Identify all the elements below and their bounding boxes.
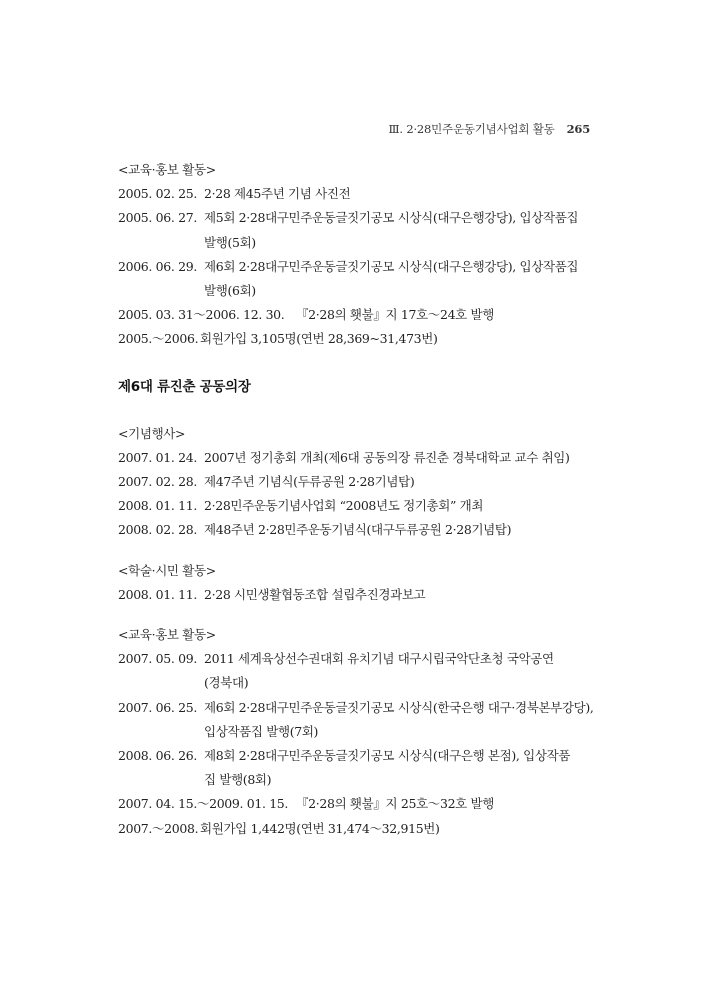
- entry-text: 2·28 제45주년 기념 사진전: [204, 186, 351, 202]
- timeline-entry: [118, 206, 588, 230]
- entry-text: 제48주년 2·28민주운동기념식(대구두류공원 2·28기념탑): [204, 522, 512, 538]
- entry-continuation: 집 발행(8회): [204, 772, 272, 788]
- timeline-entry: [118, 583, 588, 607]
- section-heading: 제6대 류진춘 공동의장: [118, 378, 251, 395]
- entry-text: 제6회 2·28대구민주운동글짓기공모 시상식(한국은행 대구·경북본부강당),: [204, 699, 594, 715]
- section-label-education: <교육·홍보 활동>: [118, 627, 216, 643]
- timeline-entry: [118, 647, 588, 671]
- entry-continuation: 입상작품집 발행(7회): [204, 723, 319, 739]
- timeline-entry: [118, 744, 588, 768]
- entry-date: 2008. 01. 11.: [118, 498, 197, 514]
- running-header: [389, 121, 590, 137]
- entry-text: 제47주년 기념식(두류공원 2·28기념탑): [204, 474, 415, 490]
- entry-date: 2005. 02. 25.: [118, 186, 197, 202]
- entry-date: 2007. 02. 28.: [118, 474, 197, 490]
- timeline-entry: [118, 327, 588, 351]
- entry-text: 『2·28의 횃불』지 25호～32호 발행: [296, 796, 494, 812]
- entry-date: 2007. 06. 25.: [118, 699, 197, 715]
- entry-continuation: 발행(5회): [204, 234, 256, 250]
- entry-text: 2·28민주운동기념사업회 “2008년도 정기총회” 개최: [204, 498, 484, 514]
- entry-date: 2005.～2006.: [118, 331, 199, 347]
- timeline-entry: [118, 792, 588, 816]
- entry-date: 2005. 06. 27.: [118, 210, 197, 226]
- timeline-entry: [118, 446, 588, 470]
- section-label-education: <교육·홍보 활동>: [118, 162, 216, 177]
- entry-date: 2008. 01. 11.: [118, 586, 197, 602]
- entry-date: 2005. 03. 31～2006. 12. 30.: [118, 307, 285, 323]
- timeline-entry: [118, 182, 588, 206]
- document-body: [118, 158, 594, 841]
- entry-date: 2007. 04. 15.～2009. 01. 15.: [118, 796, 289, 812]
- entry-date: 2008. 02. 28.: [118, 522, 197, 538]
- entry-date: 2007. 01. 24.: [118, 449, 197, 465]
- entry-text: 제6회 2·28대구민주운동글짓기공모 시상식(대구은행강당), 입상작품집: [204, 258, 579, 274]
- entry-text: 2007년 정기총회 개최(제6대 공동의장 류진춘 경북대학교 교수 취임): [204, 449, 570, 465]
- timeline-entry: [118, 494, 588, 518]
- section-label-academic: <학술·시민 활동>: [118, 562, 216, 578]
- running-title: Ⅲ. 2·28민주운동기념사업회 활동: [388, 122, 555, 136]
- entry-text: 2011 세계육상선수권대회 유치기념 대구시립국악단초청 국악공연: [204, 651, 554, 667]
- section-label-commemoration: <기념행사>: [118, 425, 186, 441]
- page-number: 265: [566, 122, 590, 136]
- entry-text: 『2·28의 횃불』지 17호～24호 발행: [296, 307, 494, 323]
- entry-text: 회원가입 3,105명(연번 28,369~31,473번): [200, 331, 438, 347]
- timeline-entry: [118, 470, 588, 494]
- timeline-entry: [118, 255, 588, 279]
- timeline-entry: [118, 817, 588, 841]
- entry-text: 회원가입 1,442명(연번 31,474～32,915번): [200, 820, 440, 836]
- timeline-entry: [118, 303, 588, 327]
- entry-date: 2007.～2008.: [118, 820, 199, 836]
- entry-continuation: 발행(6회): [204, 283, 256, 299]
- entry-continuation: (경북대): [204, 675, 249, 691]
- entry-text: 2·28 시민생활협동조합 설립추진경과보고: [204, 586, 426, 602]
- entry-date: 2006. 06. 29.: [118, 258, 197, 274]
- entry-date: 2007. 05. 09.: [118, 651, 197, 667]
- entry-text: 제5회 2·28대구민주운동글짓기공모 시상식(대구은행강당), 입상작품집: [204, 210, 579, 226]
- entry-text: 제8회 2·28대구민주운동글짓기공모 시상식(대구은행 본점), 입상작품: [204, 748, 571, 764]
- entry-date: 2008. 06. 26.: [118, 748, 197, 764]
- timeline-entry: [118, 518, 588, 542]
- timeline-entry: [118, 696, 594, 720]
